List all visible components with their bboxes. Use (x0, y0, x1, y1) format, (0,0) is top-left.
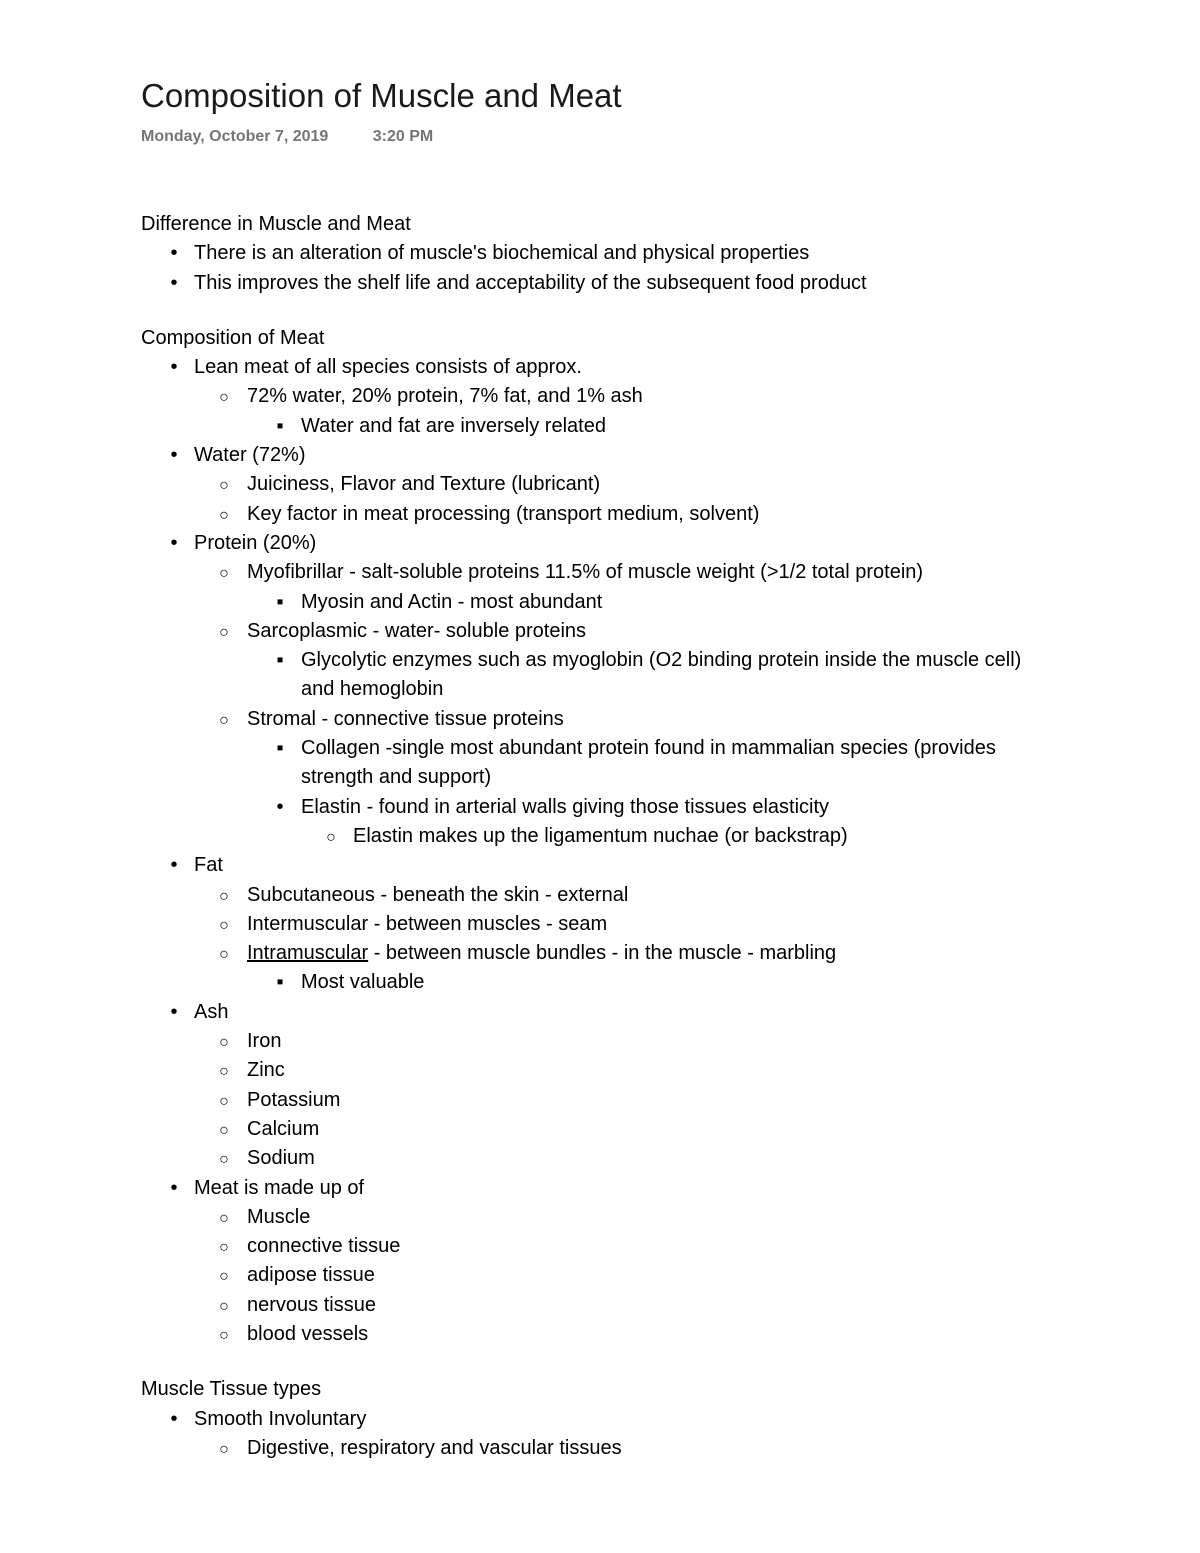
circle-bullet-icon (216, 1056, 232, 1086)
list-item: • There is an alteration of muscle's biochemical and physical properties (141, 239, 1081, 268)
list-item: ○ Subcutaneous - beneath the skin - external (141, 881, 1081, 910)
square-bullet-icon (272, 412, 288, 441)
circle-bullet-icon (216, 939, 232, 969)
bullet-icon (166, 353, 182, 382)
list-item: ○ Myofibrillar - salt-soluble proteins 11.5% of muscle weight (>1/2 total protein) (141, 558, 1081, 587)
list-item: ○ Muscle (141, 1203, 1081, 1232)
list-item: ○ Potassium (141, 1086, 1081, 1115)
circle-bullet-icon (216, 1261, 232, 1291)
circle-bullet-icon (216, 1203, 232, 1233)
square-bullet-icon (272, 646, 288, 675)
list-item: ○ blood vessels (141, 1320, 1081, 1349)
section-heading: Muscle Tissue types (141, 1378, 322, 1401)
circle-bullet-icon (216, 1086, 232, 1116)
bullet-icon (166, 1405, 182, 1434)
circle-bullet-icon (216, 1027, 232, 1057)
list-item: • Meat is made up of (141, 1174, 1081, 1203)
note-page (141, 74, 1081, 1463)
bullet-icon (166, 998, 182, 1027)
bullet-icon (272, 793, 288, 822)
note-body (141, 210, 1081, 1463)
list-item: • Smooth Involuntary (141, 1405, 1081, 1434)
list-item: ○ Key factor in meat processing (transport medium, solvent) (141, 500, 1081, 529)
list-item: ○ Digestive, respiratory and vascular tissues (141, 1434, 1081, 1463)
circle-bullet-icon (216, 1291, 232, 1321)
list-item: ○ 72% water, 20% protein, 7% fat, and 1% ash (141, 382, 1081, 411)
circle-bullet-icon (216, 705, 232, 735)
circle-bullet-icon (323, 822, 339, 852)
list-item: • Protein (20%) (141, 529, 1081, 558)
circle-bullet-icon (216, 558, 232, 588)
circle-bullet-icon (216, 382, 232, 412)
circle-bullet-icon (216, 1144, 232, 1174)
list-item: ○ nervous tissue (141, 1291, 1081, 1320)
list-item: • Water (72%) (141, 441, 1081, 470)
page-title: Composition of Muscle and Meat (141, 77, 622, 114)
list-item: ○ Calcium (141, 1115, 1081, 1144)
list-item: ○ adipose tissue (141, 1261, 1081, 1290)
list-item: ▪ Collagen -single most abundant protein found in mammalian species (provides strength and support) (141, 734, 1041, 793)
bullet-icon (166, 529, 182, 558)
list-item: • Ash (141, 998, 1081, 1027)
circle-bullet-icon (216, 617, 232, 647)
bullet-icon (166, 851, 182, 880)
list-item: ▪ Most valuable (141, 968, 1081, 997)
list-item: ▪ Myosin and Actin - most abundant (141, 588, 1081, 617)
list-item: ▪ Glycolytic enzymes such as myoglobin (O2 binding protein inside the muscle cell) and hemoglobin (141, 646, 1041, 705)
list-item: • This improves the shelf life and acceptability of the subsequent food product (141, 269, 1081, 298)
circle-bullet-icon (216, 1115, 232, 1145)
bullet-icon (166, 1174, 182, 1203)
list-item: ○ Iron (141, 1027, 1081, 1056)
list-item: • Lean meat of all species consists of approx. (141, 353, 1081, 382)
bullet-icon (166, 239, 182, 268)
list-item: • Fat (141, 851, 1081, 880)
square-bullet-icon (272, 734, 288, 763)
list-item: ○ Intermuscular - between muscles - seam (141, 910, 1081, 939)
list-item: ○ Intramuscular - between muscle bundles - in the muscle - marbling (141, 939, 1081, 968)
list-item: • Elastin - found in arterial walls giving those tissues elasticity (141, 793, 1081, 822)
bullet-icon (166, 269, 182, 298)
circle-bullet-icon (216, 881, 232, 911)
section-heading: Difference in Muscle and Meat (141, 213, 411, 235)
list-item: ○ Elastin makes up the ligamentum nuchae (or backstrap) (141, 822, 1081, 851)
circle-bullet-icon (216, 1434, 232, 1464)
square-bullet-icon (272, 968, 288, 997)
underlined-term: Intramuscular (247, 942, 369, 965)
square-bullet-icon (272, 588, 288, 617)
note-time: 3:20 PM (372, 128, 434, 145)
circle-bullet-icon (216, 470, 232, 500)
bullet-icon (166, 441, 182, 470)
list-item: ○ Stromal - connective tissue proteins (141, 705, 1081, 734)
list-item: ○ Sarcoplasmic - water- soluble proteins (141, 617, 1081, 646)
list-item: ○ connective tissue (141, 1232, 1081, 1261)
circle-bullet-icon (216, 1320, 232, 1350)
circle-bullet-icon (216, 500, 232, 530)
section-heading: Composition of Meat (141, 326, 325, 349)
list-item: ○ Sodium (141, 1144, 1081, 1173)
circle-bullet-icon (216, 910, 232, 940)
circle-bullet-icon (216, 1232, 232, 1262)
list-item: ▪ Water and fat are inversely related (141, 412, 1081, 441)
list-item: ○ Juiciness, Flavor and Texture (lubricant) (141, 470, 1081, 499)
note-date: Monday, October 7, 2019 (141, 128, 329, 145)
note-timestamp (141, 126, 1081, 148)
list-item: ○ Zinc (141, 1056, 1081, 1085)
